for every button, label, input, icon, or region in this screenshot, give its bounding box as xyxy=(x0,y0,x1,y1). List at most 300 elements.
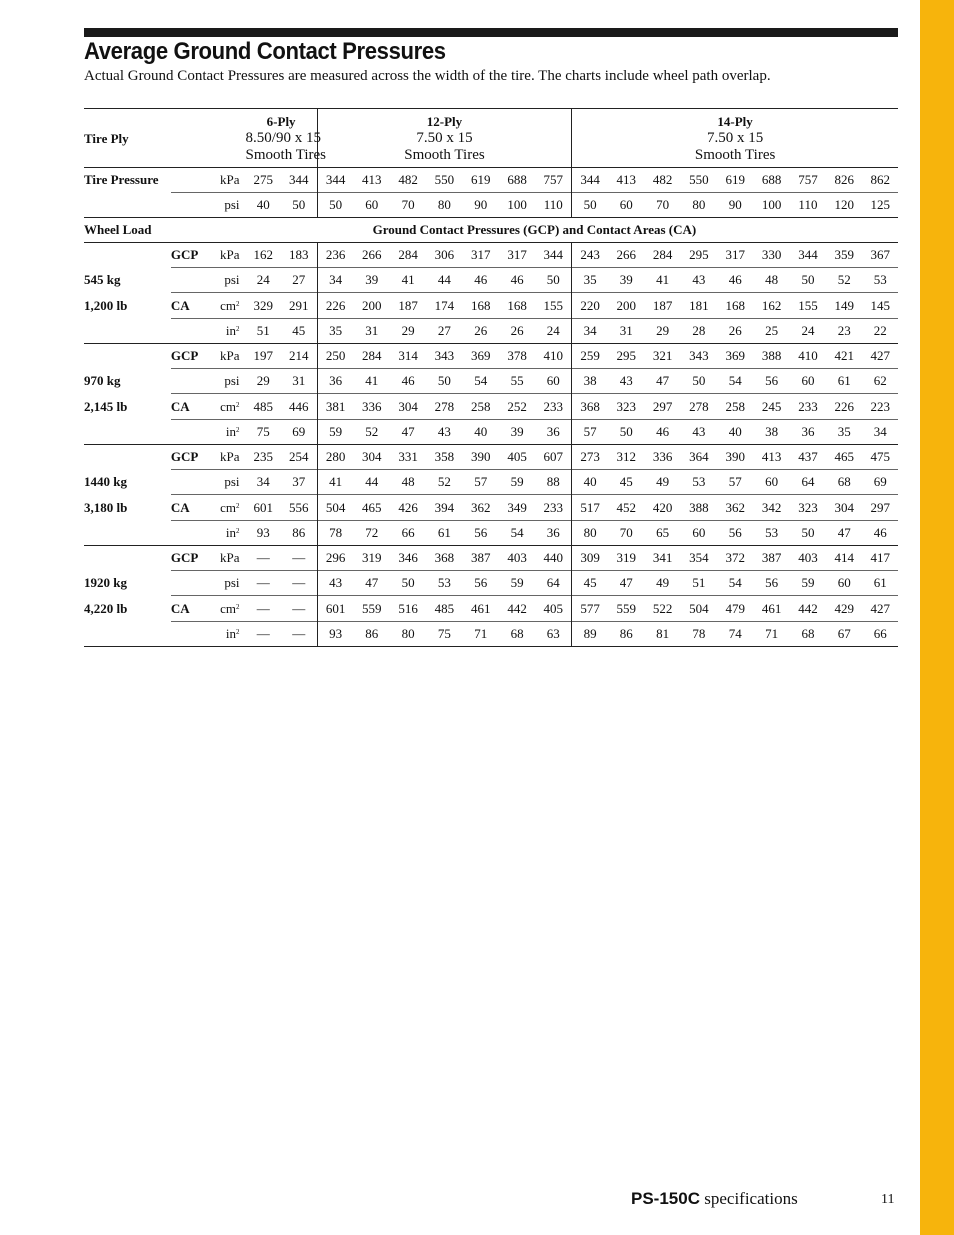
value-cell: 354 xyxy=(689,550,709,565)
value-cell: 28 xyxy=(681,319,717,344)
value-cell: 440 xyxy=(543,550,563,565)
unit-label xyxy=(209,445,245,470)
value-cell: 50 xyxy=(535,268,571,293)
value-cell: 53 xyxy=(681,470,717,495)
gcp-label: GCP xyxy=(170,348,199,363)
value-cell: 52 xyxy=(426,470,462,495)
ca-in2-row xyxy=(84,420,898,445)
blank-cell xyxy=(171,268,209,293)
value-cell: 47 xyxy=(644,369,680,394)
value-cell: 86 xyxy=(608,622,644,647)
wheel-load-row xyxy=(84,218,898,243)
value-cell: 43 xyxy=(608,369,644,394)
blank-cell xyxy=(171,420,209,445)
value-cell: 60 xyxy=(753,470,789,495)
value-cell: 56 xyxy=(717,521,753,546)
gcp-kpa-row xyxy=(84,344,898,369)
ca-in2-row xyxy=(84,319,898,344)
tire-ply-row xyxy=(84,109,898,168)
group-14ply xyxy=(572,109,898,168)
value-cell: 155 xyxy=(535,293,571,319)
value-cell: 75 xyxy=(246,420,281,445)
value-cell: 266 xyxy=(616,247,636,262)
unit-text: psi xyxy=(224,373,240,388)
value-cell: 26 xyxy=(717,319,753,344)
value-cell: 110 xyxy=(790,193,826,218)
value-cell: 394 xyxy=(426,495,462,521)
load-lb: 3,180 lb xyxy=(84,499,128,515)
value-cell: 56 xyxy=(753,369,789,394)
value-cell: 323 xyxy=(790,495,826,521)
unit-label xyxy=(209,596,245,622)
unit-text: psi xyxy=(224,197,240,212)
ca-in2-row xyxy=(84,622,898,647)
value-cell: 43 xyxy=(681,268,717,293)
value-cell: 45 xyxy=(608,470,644,495)
value-cell: 31 xyxy=(354,319,390,344)
value-cell: 187 xyxy=(390,293,426,319)
model-name: PS-150C xyxy=(631,1189,700,1208)
value-cell: 37 xyxy=(281,470,317,495)
value-cell: 34 xyxy=(317,268,353,293)
value-cell: 181 xyxy=(681,293,717,319)
value-cell: 53 xyxy=(426,571,462,596)
gcp-psi-row xyxy=(84,268,898,293)
unit-label xyxy=(209,571,245,596)
blank-cell xyxy=(84,420,171,445)
value-cell: 390 xyxy=(471,449,491,464)
value-cell: 57 xyxy=(463,470,499,495)
unit-label xyxy=(209,319,245,344)
value-cell: 54 xyxy=(717,571,753,596)
value-cell: 78 xyxy=(317,521,353,546)
value-cell: — xyxy=(292,550,306,565)
value-cell: 421 xyxy=(834,348,855,363)
unit-label xyxy=(209,394,245,420)
value-cell: 344 xyxy=(543,247,563,262)
value-cell: 44 xyxy=(426,268,462,293)
value-cell: 24 xyxy=(535,319,571,344)
value-cell: 688 xyxy=(761,172,782,187)
value-cell: 372 xyxy=(725,550,745,565)
value-cell: 200 xyxy=(608,293,644,319)
ply-name: 12-Ply xyxy=(426,113,463,129)
value-cell: 48 xyxy=(390,470,426,495)
value-cell: 284 xyxy=(398,247,418,262)
value-cell: 304 xyxy=(826,495,862,521)
value-cell: 39 xyxy=(499,420,535,445)
blank-cell xyxy=(171,521,209,546)
ply-name: 14-Ply xyxy=(717,113,753,129)
value-cell: 465 xyxy=(354,495,390,521)
value-cell: 46 xyxy=(717,268,753,293)
value-cell: 259 xyxy=(572,344,608,369)
footer-specifications xyxy=(631,1189,798,1209)
unit-exponent: 2 xyxy=(236,501,240,510)
value-cell: 22 xyxy=(862,319,898,344)
value-cell: 346 xyxy=(398,550,418,565)
value-cell: 68 xyxy=(826,470,862,495)
value-cell: 100 xyxy=(499,193,535,218)
unit-text: psi xyxy=(224,272,240,287)
value-cell: 50 xyxy=(790,268,826,293)
value-cell: 475 xyxy=(870,449,890,464)
value-cell: 344 xyxy=(572,168,608,193)
unit-exponent: 2 xyxy=(236,628,240,636)
value-cell: 358 xyxy=(434,449,455,464)
load-kg: 545 kg xyxy=(84,272,121,287)
value-cell: 233 xyxy=(790,394,826,420)
value-cell: 80 xyxy=(572,521,608,546)
value-cell: 284 xyxy=(361,348,382,363)
value-cell: 66 xyxy=(390,521,426,546)
value-cell: 49 xyxy=(644,470,680,495)
unit-label xyxy=(209,420,245,445)
value-cell: 64 xyxy=(790,470,826,495)
ca-label: CA xyxy=(171,293,209,319)
ca-label: CA xyxy=(171,495,209,521)
value-cell: 110 xyxy=(535,193,571,218)
page-number: 11 xyxy=(881,1192,895,1207)
value-cell: 304 xyxy=(361,449,382,464)
value-cell: 80 xyxy=(426,193,462,218)
value-cell: 64 xyxy=(535,571,571,596)
load-kg: 1920 kg xyxy=(84,575,127,590)
value-cell: 65 xyxy=(644,521,680,546)
blank-cell xyxy=(84,521,171,546)
value-cell: 80 xyxy=(681,193,717,218)
value-cell: 162 xyxy=(253,247,273,262)
value-cell: 88 xyxy=(535,470,571,495)
ca-cm2-row xyxy=(84,596,898,622)
blank-cell xyxy=(171,622,209,647)
value-cell: 90 xyxy=(717,193,753,218)
value-cell: 29 xyxy=(246,369,281,394)
value-cell: 378 xyxy=(507,348,527,363)
value-cell: 258 xyxy=(463,394,499,420)
gcp-label: GCP xyxy=(170,550,199,565)
unit-text: kPa xyxy=(220,172,240,187)
unit-text: in xyxy=(225,626,237,641)
value-cell: 61 xyxy=(826,369,862,394)
value-cell: 39 xyxy=(608,268,644,293)
value-cell: 24 xyxy=(790,319,826,344)
value-cell: 403 xyxy=(798,550,818,565)
value-cell: 50 xyxy=(572,193,608,218)
value-cell: 485 xyxy=(246,394,281,420)
ca-cm2-row xyxy=(84,495,898,521)
value-cell: 47 xyxy=(608,571,644,596)
value-cell: 220 xyxy=(572,293,608,319)
value-cell: 359 xyxy=(834,247,855,262)
value-cell: 43 xyxy=(317,571,353,596)
value-cell: 826 xyxy=(834,172,855,187)
value-cell: 86 xyxy=(354,622,390,647)
unit-label xyxy=(209,622,245,647)
value-cell: 369 xyxy=(725,348,745,363)
value-cell: 36 xyxy=(790,420,826,445)
value-cell: 368 xyxy=(434,550,455,565)
value-cell: 71 xyxy=(463,622,499,647)
ca-cm2-row xyxy=(84,394,898,420)
value-cell: 250 xyxy=(317,344,353,369)
value-cell: 405 xyxy=(535,596,571,622)
value-cell: 236 xyxy=(317,243,353,268)
value-cell: 69 xyxy=(281,420,317,445)
value-cell: 381 xyxy=(317,394,353,420)
footer-text: specifications xyxy=(699,1189,798,1208)
value-cell: 304 xyxy=(390,394,426,420)
value-cell: — xyxy=(281,596,317,622)
unit-text: cm xyxy=(220,600,237,616)
value-cell: 452 xyxy=(608,495,644,521)
value-cell: 70 xyxy=(390,193,426,218)
value-cell: 550 xyxy=(689,172,709,187)
value-cell: 90 xyxy=(463,193,499,218)
value-cell: 68 xyxy=(790,622,826,647)
value-cell: 89 xyxy=(572,622,608,647)
unit-label xyxy=(209,495,245,521)
value-cell: — xyxy=(246,622,281,647)
gcp-psi-row xyxy=(84,369,898,394)
value-cell: 59 xyxy=(317,420,353,445)
value-cell: 387 xyxy=(471,550,491,565)
unit-text: kPa xyxy=(220,550,240,565)
tire-size: 7.50 x 15 xyxy=(706,129,764,146)
blank-cell xyxy=(84,546,171,571)
value-cell: 71 xyxy=(753,622,789,647)
value-cell: 168 xyxy=(499,293,535,319)
unit-label xyxy=(209,546,245,571)
tire-size: 8.50/90 x 15 xyxy=(245,129,321,146)
value-cell: 417 xyxy=(870,550,890,565)
value-cell: 31 xyxy=(281,369,317,394)
value-cell: 317 xyxy=(507,247,527,262)
value-cell: 60 xyxy=(681,521,717,546)
ca-cm2-row xyxy=(84,293,898,319)
value-cell: 442 xyxy=(499,596,535,622)
gcp-kpa-row xyxy=(84,546,898,571)
value-cell: 155 xyxy=(790,293,826,319)
value-cell: 61 xyxy=(426,521,462,546)
value-cell: 60 xyxy=(354,193,390,218)
value-cell: 317 xyxy=(725,247,745,262)
value-cell: 63 xyxy=(535,622,571,647)
value-cell: 577 xyxy=(572,596,608,622)
value-cell: 51 xyxy=(681,571,717,596)
value-cell: 51 xyxy=(246,319,281,344)
value-cell: 49 xyxy=(644,571,680,596)
value-cell: 295 xyxy=(616,348,636,363)
unit-label xyxy=(209,344,245,369)
value-cell: 442 xyxy=(790,596,826,622)
value-cell: 39 xyxy=(354,268,390,293)
value-cell: 559 xyxy=(608,596,644,622)
value-cell: 145 xyxy=(862,293,898,319)
value-cell: 330 xyxy=(761,247,782,262)
unit-label xyxy=(209,168,245,193)
value-cell: 362 xyxy=(717,495,753,521)
value-cell: 56 xyxy=(753,571,789,596)
value-cell: 243 xyxy=(572,243,608,268)
value-cell: 38 xyxy=(753,420,789,445)
value-cell: 52 xyxy=(354,420,390,445)
value-cell: 45 xyxy=(572,571,608,596)
unit-exponent: 2 xyxy=(236,426,240,434)
value-cell: 50 xyxy=(426,369,462,394)
page-subtitle: Actual Ground Contact Pressures are measured across the width of the tire. The charts include wheel path overlap. xyxy=(84,68,771,84)
value-cell: 53 xyxy=(753,521,789,546)
value-cell: 60 xyxy=(790,369,826,394)
value-cell: 60 xyxy=(535,369,571,394)
unit-text: cm xyxy=(220,499,237,515)
ca-label: CA xyxy=(171,596,209,622)
value-cell: 50 xyxy=(317,193,353,218)
value-cell: 168 xyxy=(463,293,499,319)
value-cell: 429 xyxy=(826,596,862,622)
value-cell: 168 xyxy=(717,293,753,319)
value-cell: 68 xyxy=(499,622,535,647)
value-cell: 40 xyxy=(246,193,281,218)
ply-name: 6-Ply xyxy=(266,113,296,129)
value-cell: 522 xyxy=(644,596,680,622)
value-cell: 80 xyxy=(390,622,426,647)
value-cell: 297 xyxy=(862,495,898,521)
value-cell: 413 xyxy=(616,172,636,187)
value-cell: 461 xyxy=(463,596,499,622)
value-cell: 482 xyxy=(652,172,673,187)
value-cell: 607 xyxy=(543,449,563,464)
value-cell: 125 xyxy=(862,193,898,218)
value-cell: 57 xyxy=(572,420,608,445)
value-cell: 50 xyxy=(608,420,644,445)
value-cell: 341 xyxy=(652,550,673,565)
value-cell: 601 xyxy=(246,495,281,521)
value-cell: 757 xyxy=(543,172,563,187)
value-cell: 46 xyxy=(499,268,535,293)
value-cell: 50 xyxy=(390,571,426,596)
value-cell: 40 xyxy=(572,470,608,495)
value-cell: 245 xyxy=(753,394,789,420)
value-cell: 57 xyxy=(717,470,753,495)
value-cell: 43 xyxy=(426,420,462,445)
value-cell: 62 xyxy=(862,369,898,394)
value-cell: 278 xyxy=(681,394,717,420)
value-cell: 34 xyxy=(862,420,898,445)
value-cell: 336 xyxy=(354,394,390,420)
value-cell: 485 xyxy=(426,596,462,622)
blank-cell xyxy=(171,369,209,394)
unit-exponent: 2 xyxy=(236,602,240,611)
value-cell: 390 xyxy=(725,449,745,464)
value-cell: 36 xyxy=(535,521,571,546)
unit-text: in xyxy=(225,525,237,540)
value-cell: 343 xyxy=(689,348,709,363)
load-lb: 4,220 lb xyxy=(84,600,128,616)
ca-label: CA xyxy=(171,394,209,420)
value-cell: 70 xyxy=(608,521,644,546)
value-cell: 41 xyxy=(390,268,426,293)
value-cell: — xyxy=(256,550,270,565)
value-cell: 410 xyxy=(798,348,818,363)
value-cell: 26 xyxy=(463,319,499,344)
value-cell: 362 xyxy=(463,495,499,521)
value-cell: 367 xyxy=(870,247,890,262)
value-cell: 550 xyxy=(434,172,455,187)
value-cell: 27 xyxy=(426,319,462,344)
value-cell: 862 xyxy=(870,172,890,187)
value-cell: 38 xyxy=(572,369,608,394)
load-lb: 2,145 lb xyxy=(84,398,128,414)
value-cell: 45 xyxy=(281,319,317,344)
value-cell: 66 xyxy=(862,622,898,647)
value-cell: 266 xyxy=(361,247,382,262)
value-cell: 93 xyxy=(246,521,281,546)
value-cell: 426 xyxy=(390,495,426,521)
value-cell: 364 xyxy=(689,449,709,464)
value-cell: 23 xyxy=(826,319,862,344)
gcp-kpa-row xyxy=(84,445,898,470)
value-cell: 41 xyxy=(317,470,353,495)
value-cell: 86 xyxy=(281,521,317,546)
value-cell: 70 xyxy=(644,193,680,218)
value-cell: 342 xyxy=(753,495,789,521)
load-kg: 970 kg xyxy=(84,373,121,388)
value-cell: 329 xyxy=(246,293,281,319)
blank-cell xyxy=(84,319,171,344)
value-cell: 296 xyxy=(317,546,353,571)
value-cell: 252 xyxy=(499,394,535,420)
section-title: Ground Contact Pressures (GCP) and Contact Areas (CA) xyxy=(372,222,697,237)
value-cell: 323 xyxy=(608,394,644,420)
value-cell: 410 xyxy=(543,348,563,363)
gcp-psi-row xyxy=(84,571,898,596)
value-cell: 46 xyxy=(862,521,898,546)
value-cell: 278 xyxy=(426,394,462,420)
value-cell: 46 xyxy=(463,268,499,293)
value-cell: 100 xyxy=(753,193,789,218)
value-cell: 559 xyxy=(354,596,390,622)
value-cell: 516 xyxy=(390,596,426,622)
value-cell: 295 xyxy=(689,247,709,262)
value-cell: 47 xyxy=(390,420,426,445)
top-rule xyxy=(84,28,898,37)
unit-label xyxy=(209,521,245,546)
blank-cell xyxy=(171,319,209,344)
value-cell: 56 xyxy=(463,521,499,546)
value-cell: 344 xyxy=(317,168,353,193)
value-cell: 40 xyxy=(463,420,499,445)
value-cell: 47 xyxy=(354,571,390,596)
value-cell: 29 xyxy=(390,319,426,344)
value-cell: 344 xyxy=(798,247,818,262)
value-cell: 55 xyxy=(499,369,535,394)
value-cell: 446 xyxy=(281,394,317,420)
tire-type: Smooth Tires xyxy=(245,146,326,163)
value-cell: 343 xyxy=(434,348,455,363)
unit-exponent: 2 xyxy=(236,299,240,308)
value-cell: — xyxy=(246,596,281,622)
value-cell: 162 xyxy=(753,293,789,319)
unit-text: psi xyxy=(224,474,240,489)
value-cell: 226 xyxy=(317,293,353,319)
value-cell: 59 xyxy=(499,571,535,596)
unit-label xyxy=(209,293,245,319)
value-cell: 321 xyxy=(652,348,673,363)
load-lb: 1,200 lb xyxy=(84,297,128,313)
unit-text: in xyxy=(225,323,237,338)
value-cell: 413 xyxy=(361,172,382,187)
